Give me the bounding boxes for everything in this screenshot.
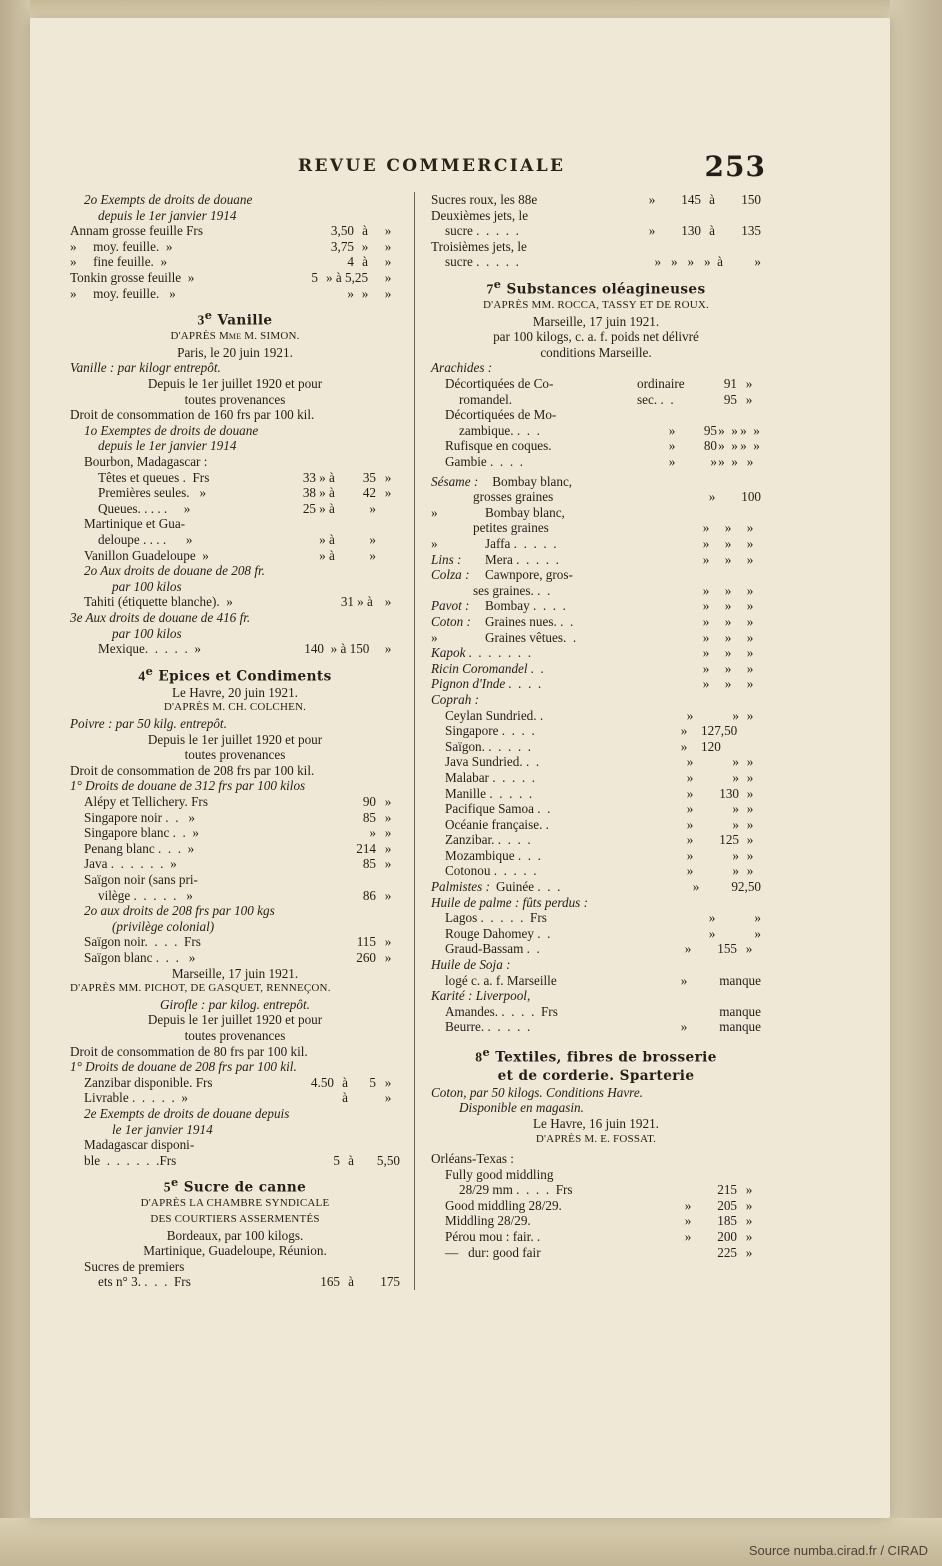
section-heading-textiles: 8e Textiles, fibres de brosserie bbox=[475, 1045, 717, 1066]
table-row: Têtes et queues . Frs 33 » à 35 » bbox=[98, 469, 392, 485]
vanille-group-1: Bourbon, Madagascar : bbox=[84, 454, 208, 470]
girofle-since-2: toutes provenances bbox=[184, 1027, 286, 1043]
page-edge-top bbox=[0, 0, 942, 18]
sucre-source-2: DES COURTIERS ASSERMENTÉS bbox=[150, 1213, 320, 1225]
page-number: 253 bbox=[704, 150, 766, 183]
girofle-droit: Droit de consommation de 80 frs par 100 kil. bbox=[70, 1043, 308, 1059]
textiles-place-date: Le Havre, 16 juin 1921. bbox=[533, 1115, 659, 1131]
section-title-line-2: et de corderie. Sparterie bbox=[497, 1068, 695, 1085]
table-row: sucre . . . . . » 130 à 135 bbox=[445, 223, 761, 239]
table-row: Mexique. . . . . » 140 » à 150 » bbox=[98, 641, 392, 657]
girofle-sub-2b: le 1er janvier 1914 bbox=[112, 1121, 213, 1137]
girofle-basis: Girofle : par kilog. entrepôt. bbox=[160, 996, 310, 1012]
table-row: ets n° 3. . . . Frs 165 à 175 bbox=[98, 1274, 400, 1290]
page-edge-right bbox=[890, 0, 942, 1566]
table-row: Alépy et Tellichery. Frs 90 » bbox=[84, 794, 392, 810]
vanille-sub1-a: 1o Exemptes de droits de douane bbox=[84, 422, 259, 438]
table-row: Ceylan Sundried. . » » » bbox=[445, 707, 754, 723]
sesame-row: Sésame : Bombay blanc, bbox=[431, 473, 573, 489]
table-row: Océanie française. . » » » bbox=[445, 816, 754, 832]
row-label: Tonkin grosse feuille » bbox=[70, 269, 195, 285]
sesame-row-2: » Bombay blanc, bbox=[431, 504, 565, 520]
vanille-since-1: Depuis le 1er juillet 1920 et pour bbox=[147, 376, 323, 392]
left-column bbox=[70, 192, 415, 1290]
section-number-sup: e bbox=[204, 308, 213, 323]
sucres-troisiemes-label: Troisièmes jets, le bbox=[431, 238, 527, 254]
sucre-item-label: Sucres de premiers bbox=[84, 1258, 185, 1274]
page-edge-left bbox=[0, 0, 30, 1566]
table-row: » moy. feuille. » 3,75 » » bbox=[70, 238, 392, 254]
orleans-texas-label: Orléans-Texas : bbox=[431, 1151, 514, 1167]
epices-source: D'APRÈS M. CH. COLCHEN. bbox=[163, 701, 307, 714]
table-row: » fine feuille. » 4 à » bbox=[70, 254, 392, 270]
vanille-sub2-a: 2o Aux droits de douane de 208 fr. bbox=[84, 563, 265, 579]
row-label: » moy. feuille. » bbox=[70, 238, 173, 254]
table-row: Java Sundried. . . » » » bbox=[445, 754, 754, 770]
table-row: 28/29 mm . . . . Frs 215 » bbox=[459, 1182, 753, 1198]
section-number: 4 bbox=[138, 668, 146, 684]
vanille-place-date: Paris, le 20 juin 1921. bbox=[177, 344, 293, 360]
huile-palme-label: Huile de palme : fûts perdus : bbox=[431, 894, 589, 910]
table-row: Queues. . . . . » 25 » à » bbox=[98, 500, 376, 516]
table-row: Beurre. . . . . . » manque bbox=[445, 1019, 761, 1035]
table-row: zambique. . . . » 95 » » » » bbox=[459, 422, 760, 438]
table-row: Graud-Bassam . . » 155 » bbox=[445, 941, 753, 957]
running-header bbox=[70, 150, 770, 184]
right-column bbox=[415, 192, 761, 1290]
row-label: » moy. feuille. » bbox=[70, 285, 176, 301]
table-row: Colza : Cawnpore, gros- bbox=[431, 567, 573, 583]
arachides-label: Arachides : bbox=[431, 360, 493, 376]
oleagineuses-basis-2: conditions Marseille. bbox=[540, 344, 652, 360]
table-row: Gambie . . . . » » » » » bbox=[445, 454, 754, 470]
epices-source-2: D'APRÈS MM. PICHOT, DE GASQUET, RENNEÇON. bbox=[70, 982, 331, 995]
huile-soja-label: Huile de Soja : bbox=[431, 957, 511, 973]
table-row: Singapore noir . . » 85 » bbox=[84, 809, 392, 825]
table-row: Good middling 28/29. » 205 » bbox=[445, 1197, 753, 1213]
table-row: grosses graines » 100 bbox=[473, 489, 761, 505]
epices-since-1: Depuis le 1er juillet 1920 et pour bbox=[147, 731, 323, 747]
epices-sub-2a: 2o aux droits de 208 frs par 100 kgs bbox=[84, 903, 275, 919]
epices-basis: Poivre : par 50 kilg. entrepôt. bbox=[70, 716, 227, 732]
table-row: — dur: good fair 225 » bbox=[445, 1244, 753, 1260]
table-row: Pérou mou : fair. . » 200 » bbox=[445, 1229, 753, 1245]
table-row: Premières seules. » 38 » à 42 » bbox=[98, 485, 392, 501]
section-heading-vanille bbox=[70, 308, 400, 329]
table-row: vilège . . . . . » 86 » bbox=[98, 887, 392, 903]
oleagineuses-source: D'APRÈS MM. ROCCA, TASSY ET DE ROUX. bbox=[483, 299, 709, 312]
table-row: Annam grosse feuille Frs 3,50 à » bbox=[70, 223, 392, 239]
section-number: 8 bbox=[475, 1049, 483, 1065]
sucre-origins: Martinique, Guadeloupe, Réunion. bbox=[143, 1243, 327, 1259]
textiles-source: D'APRÈS M. E. FOSSAT. bbox=[535, 1132, 657, 1145]
table-row: Kapok . . . . . . . » » » bbox=[431, 645, 754, 661]
table-row: Saïgon noir. . . . Frs 115 » bbox=[84, 934, 392, 950]
table-row: Manille . . . . . » 130 » bbox=[445, 785, 754, 801]
karite-label: Karité : Liverpool, bbox=[431, 988, 531, 1004]
section-title: Substances oléagineuses bbox=[506, 281, 706, 298]
table-row: Lins : Mera . . . . . » » » bbox=[431, 551, 754, 567]
section-title: Epices et Condiments bbox=[158, 668, 332, 685]
girofle-sub-2a: 2e Exempts de droits de douane depuis bbox=[84, 1105, 290, 1121]
table-row: Cotonou . . . . . » » » bbox=[445, 863, 754, 879]
section-number: 5 bbox=[163, 1179, 171, 1195]
epices-sub-1: 1° Droits de douane de 312 frs par 100 kilos bbox=[70, 778, 306, 794]
vanille-sub3-b: par 100 kilos bbox=[112, 625, 182, 641]
epices-droit: Droit de consommation de 208 frs par 100 kil. bbox=[70, 762, 315, 778]
epices-saigon-noir-label: Saïgon noir (sans pri- bbox=[84, 872, 198, 887]
table-row: » Graines vêtues. . » » » bbox=[431, 629, 754, 645]
document-content bbox=[70, 150, 770, 1380]
vanille-droit: Droit de consommation de 160 frs par 100 kil. bbox=[70, 407, 315, 423]
table-row: Mozambique . . . » » » bbox=[445, 847, 754, 863]
table-row: » Jaffa . . . . . » » » bbox=[431, 536, 754, 551]
table-row: petites graines » » » bbox=[473, 520, 754, 536]
epices-since-2: toutes provenances bbox=[184, 747, 286, 763]
table-row: Pavot : Bombay . . . . » » » bbox=[431, 598, 754, 614]
table-row: Vanillon Guadeloupe » » à » bbox=[84, 547, 376, 563]
row-label: » fine feuille. » bbox=[70, 254, 168, 270]
arachides-mozambique-label: Décortiquées de Mo- bbox=[445, 407, 557, 423]
table-row: Ricin Coromandel . . » » » bbox=[431, 660, 754, 676]
table-row: Zanzibar disponible. Frs 4.50 à 5 » bbox=[84, 1074, 392, 1090]
table-row: Singapore blanc . . » » » bbox=[84, 825, 392, 841]
row-label: Annam grosse feuille Frs bbox=[70, 223, 203, 239]
table-row: Singapore . . . . » 127,50 bbox=[445, 723, 738, 739]
section-number: 7 bbox=[486, 281, 494, 297]
table-row: Sucres roux, les 88e » 145 à 150 bbox=[431, 192, 761, 207]
table-row: Zanzibar. . . . . » 125 » bbox=[445, 832, 754, 848]
fully-good-middling-label: Fully good middling bbox=[445, 1166, 554, 1182]
sucre-place: Bordeaux, par 100 kilogs. bbox=[166, 1227, 304, 1243]
tobacco-exempt-heading-2: depuis le 1er janvier 1914 bbox=[98, 207, 237, 223]
table-row: ses graines. . . » » » bbox=[473, 582, 754, 598]
table-row: deloupe . . . . » » à » bbox=[98, 532, 376, 547]
coton-basis-1: Coton, par 50 kilogs. Conditions Havre. bbox=[431, 1084, 643, 1100]
section-title: Sucre de canne bbox=[183, 1179, 307, 1196]
madagascar-label: Madagascar disponi- bbox=[84, 1137, 195, 1153]
table-row: sucre . . . . . » » » » à » bbox=[445, 254, 761, 270]
table-row: Tonkin grosse feuille » 5 » à 5,25 » bbox=[70, 269, 392, 285]
table-row: logé c. a. f. Marseille » manque bbox=[445, 972, 761, 988]
table-row: romandel. sec. . . 95 » bbox=[459, 391, 753, 407]
epices-place-date-2: Marseille, 17 juin 1921. bbox=[171, 965, 299, 981]
sucres-deuxiemes-label: Deuxièmes jets, le bbox=[431, 207, 529, 223]
page-edge-bottom bbox=[0, 1518, 942, 1566]
source-credit: Source numba.cirad.fr / CIRAD bbox=[748, 1543, 928, 1558]
section-title: Vanille bbox=[217, 312, 273, 329]
table-row: Amandes. . . . . Frs manque bbox=[445, 1003, 761, 1019]
vanille-group-2a: Martinique et Gua- bbox=[84, 516, 186, 532]
section-title-line-1: Textiles, fibres de brosserie bbox=[495, 1049, 717, 1066]
vanille-sub1-b: depuis le 1er janvier 1914 bbox=[98, 438, 237, 454]
oleagineuses-basis-1: par 100 kilogs, c. a. f. poids net délivré bbox=[493, 329, 699, 345]
table-row: Lagos . . . . . Frs » » bbox=[445, 910, 761, 926]
table-row: Palmistes : Guinée . . . » 92,50 bbox=[431, 879, 761, 895]
table-row: Tahiti (étiquette blanche). » 31 » à » bbox=[84, 594, 392, 610]
page-title: REVUE COMMERCIALE bbox=[298, 156, 566, 176]
vanille-sub3-a: 3e Aux droits de douane de 416 fr. bbox=[70, 609, 251, 625]
table-row: Saïgon blanc . . . » 260 » bbox=[84, 949, 392, 965]
coton-basis-2: Disponible en magasin. bbox=[459, 1100, 584, 1116]
table-row: Coton : Graines nues. . . » » » bbox=[431, 613, 754, 629]
section-heading-oleagineuses: 7e Substances oléagineuses bbox=[486, 276, 706, 298]
table-row: Penang blanc . . . » 214 » bbox=[84, 840, 392, 856]
table-row: Saïgon. . . . . . » 120 bbox=[445, 738, 721, 754]
epices-place-date: Le Havre, 20 juin 1921. bbox=[172, 684, 298, 700]
two-column-body bbox=[70, 192, 770, 1290]
table-row: Rufisque en coques. » 80 » » » » bbox=[445, 438, 760, 454]
girofle-sub-1: 1° Droits de douane de 208 frs par 100 kil. bbox=[70, 1059, 297, 1075]
vanille-sub2-b: par 100 kilos bbox=[112, 578, 182, 594]
table-row: Pignon d'Inde . . . . » » » bbox=[431, 676, 754, 692]
table-row: Malabar . . . . . » » » bbox=[445, 769, 754, 785]
table-row: Livrable . . . . . » à » bbox=[84, 1090, 392, 1106]
table-row: Pacifique Samoa . . » » » bbox=[445, 801, 754, 817]
section-heading-epices: 4e Epices et Condiments bbox=[138, 663, 332, 685]
table-row: Java . . . . . . » 85 » bbox=[84, 856, 392, 872]
table-row: » moy. feuille. » » » » bbox=[70, 285, 392, 301]
table-row: Décortiquées de Co- ordinaire 91 » bbox=[445, 376, 753, 392]
oleagineuses-place-date: Marseille, 17 juin 1921. bbox=[532, 313, 660, 329]
tobacco-exempt-heading-1: 2o Exempts de droits de douane bbox=[84, 192, 253, 207]
epices-sub-2b: (privilège colonial) bbox=[112, 918, 215, 934]
vanille-since-2: toutes provenances bbox=[184, 391, 286, 407]
vanille-source: D'APRÈS Mme M. SIMON. bbox=[170, 330, 300, 343]
coprah-label: Coprah : bbox=[431, 691, 479, 707]
table-row: Middling 28/29. » 185 » bbox=[445, 1213, 753, 1229]
table-row: Rouge Dahomey . . » » bbox=[445, 925, 761, 941]
sucre-source-1: D'APRÈS LA CHAMBRE SYNDICALE bbox=[140, 1197, 330, 1210]
section-heading-sucre: 5e Sucre de canne bbox=[163, 1175, 307, 1196]
section-number: 3 bbox=[197, 312, 205, 328]
vanille-basis: Vanille : par kilogr entrepôt. bbox=[70, 360, 221, 376]
table-row: ble . . . . . .Frs 5 à 5,50 bbox=[84, 1152, 400, 1168]
girofle-since-1: Depuis le 1er juillet 1920 et pour bbox=[147, 1012, 323, 1028]
